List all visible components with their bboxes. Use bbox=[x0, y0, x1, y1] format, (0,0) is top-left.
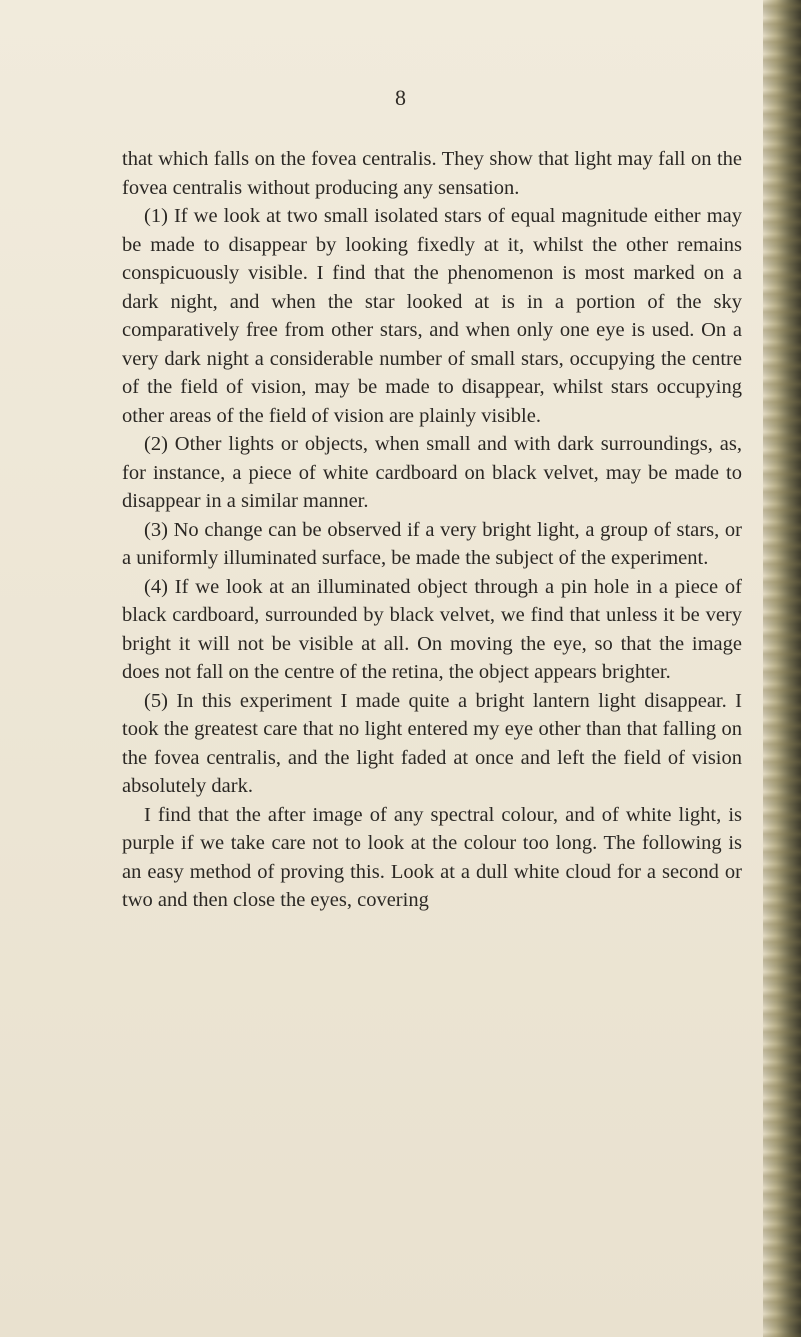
paragraph-5: (5) In this experiment I made quite a bright lantern light disappear. I took the greatest care that no light entered my eye other than that falling on the fovea centralis, and the light faded at once and left the field of vision absolutely dark. bbox=[122, 689, 742, 797]
paragraph-1: (1) If we look at two small isolated stars of equal magnitude either may be made to disappear by looking fixedly at it, whilst the other remains conspicuously visible. I find that the phenomenon is most marked on a dark night, and when the star looked at is in a portion of the sky comparatively free from other stars, and when only one eye is used. On a very dark night a considerable number of small stars, occupying the centre of the field of vision, may be made to disappear, whilst stars occupying other areas of the field of vision are plainly visible. bbox=[122, 205, 742, 427]
paragraph-continuation: that which falls on the fovea centralis. They show that light may fall on the fovea centralis without producing any sensation. bbox=[122, 148, 742, 199]
paragraph-2: (2) Other lights or objects, when small and with dark surroundings, as, for instance, a piece of white cardboard on black velvet, may be made to disappear in a similar manner. bbox=[122, 433, 742, 512]
paragraph-3: (3) No change can be observed if a very bright light, a group of stars, or a uniformly illuminated surface, be made the subject of the experiment. bbox=[122, 518, 742, 569]
page-body bbox=[122, 145, 742, 915]
book-binding-edge bbox=[763, 0, 801, 1337]
page-number: 8 bbox=[395, 85, 406, 110]
paragraph-4: (4) If we look at an illuminated object through a pin hole in a piece of black cardboard, surrounded by black velvet, we find that unless it be very bright it will not be visible at all. On moving the eye, so that the image does not fall on the centre of the retina, the object appears brighter. bbox=[122, 575, 742, 683]
paragraph-after-image: I find that the after image of any spectral colour, and of white light, is purple if we take care not to look at the colour too long. The following is an easy method of proving this. Look at a dull white cloud for a second or two and then close the eyes, covering bbox=[122, 803, 742, 911]
